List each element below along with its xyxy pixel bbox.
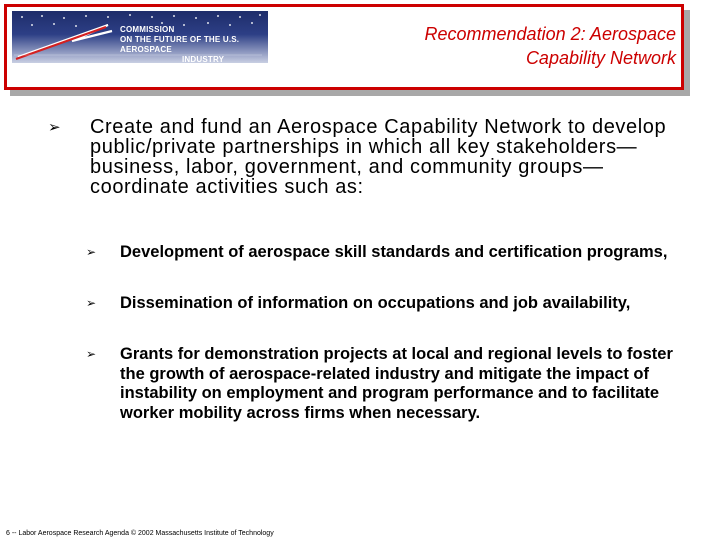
- sub-bullet-text: Development of aerospace skill standards and certification programs,: [120, 243, 668, 261]
- slide-title-line-1: Recommendation 2: Aerospace: [424, 24, 676, 44]
- slide-title-line-2: Capability Network: [525, 48, 676, 68]
- main-bullet-text: Create and fund an Aerospace Capability Network to develop public/private partnerships in which all key stakeholders—business, labor, government, and community groups—coordinate activities such as:: [90, 116, 667, 198]
- logo-wordmark: [120, 25, 268, 63]
- sub-bullet-text: Grants for demonstration projects at local and regional levels to foster the growth of aerospace-related industry and mitigate the impact of instability on employment and program performance and to facilitate worker mobility across firms when necessary.: [120, 345, 673, 422]
- slide-footer: 6 -- Labor Aerospace Research Agenda © 2002 Massachusetts Institute of Technology: [6, 530, 274, 537]
- arrow-bullet-icon: ➢: [86, 347, 97, 361]
- logo-line-3: INDUSTRY: [182, 55, 225, 63]
- slide-title: [425, 22, 676, 70]
- commission-logo: [12, 11, 268, 63]
- arrow-bullet-icon: ➢: [86, 296, 97, 310]
- logo-line-1: COMMISSION: [120, 25, 175, 34]
- sub-bullet-text: Dissemination of information on occupations and job availability,: [120, 294, 631, 312]
- arrow-bullet-icon: ➢: [86, 245, 97, 259]
- logo-line-2: ON THE FUTURE OF THE U.S. AEROSPACE: [120, 35, 240, 54]
- arrow-bullet-icon: ➢: [48, 119, 61, 136]
